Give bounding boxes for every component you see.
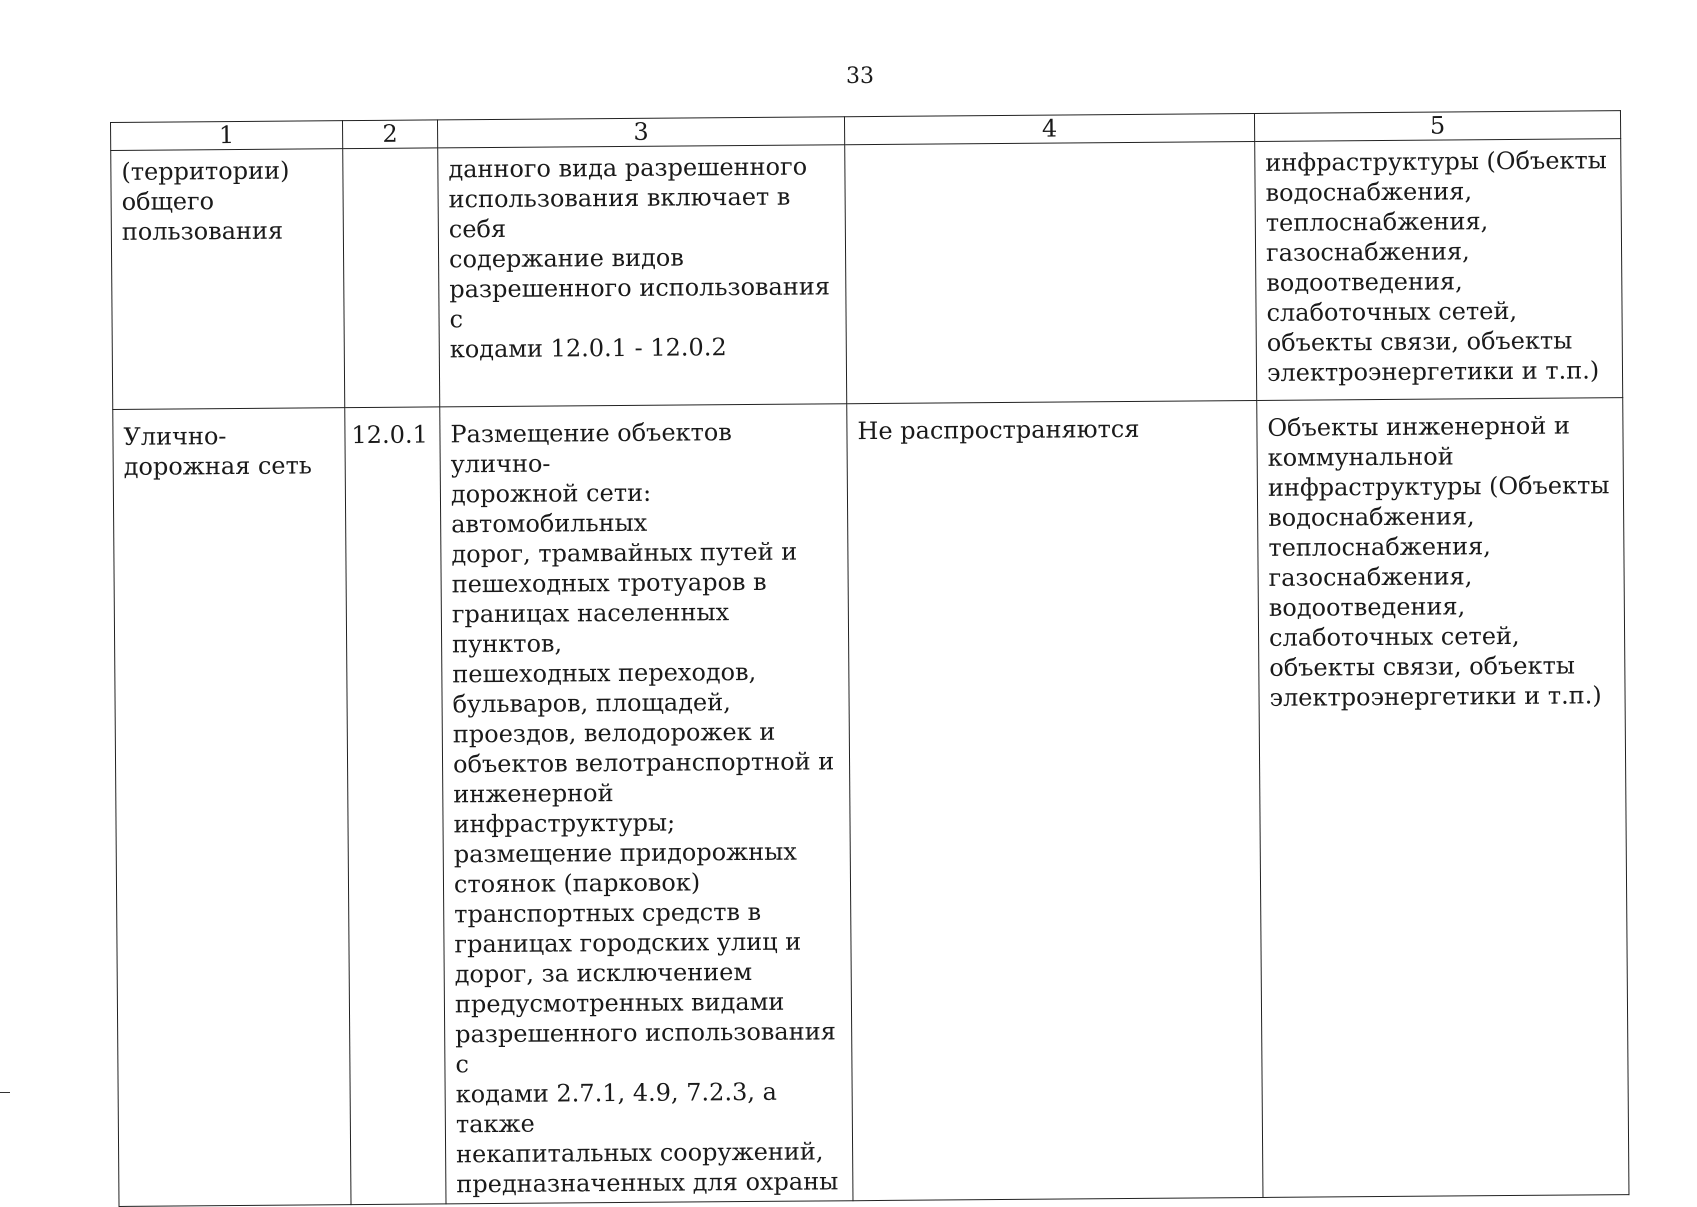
use-name-cell: Улично- дорожная сеть — [113, 408, 351, 1207]
table-row — [111, 139, 1623, 410]
auxiliary-objects-cell: инфраструктуры (Объекты водоснабжения, теплоснабжения, газоснабжения, водоотведения, слаботочных сетей, объекты связи, объекты электроэнергетики и т.п.) — [1255, 139, 1623, 401]
scan-edge-mark — [0, 1092, 10, 1093]
page-number: 33 — [846, 64, 874, 89]
restrictions-cell: Не распространяются — [847, 401, 1263, 1201]
restrictions-cell — [845, 142, 1257, 404]
column-header-4: 4 — [844, 114, 1254, 145]
use-code-cell — [343, 148, 440, 408]
use-code-cell: 12.0.1 — [345, 407, 446, 1205]
column-header-1: 1 — [111, 121, 343, 151]
column-header-2: 2 — [342, 120, 437, 149]
land-use-table — [110, 110, 1629, 1207]
use-description-cell: данного вида разрешенного использования включает в себя содержание видов разрешенного использования с кодами 12.0.1 - 12.0.2 — [438, 145, 847, 407]
use-name-cell: (территории) общего пользования — [111, 149, 345, 410]
auxiliary-objects-cell: Объекты инженерной и коммунальной инфраструктуры (Объекты водоснабжения, теплоснабжения, газоснабжения, водоотведения, слаботочных сетей, объекты связи, объекты электроэнергетики и т.п.) — [1257, 398, 1629, 1198]
use-description-cell: Размещение объектов улично- дорожной сети: автомобильных дорог, трамвайных путей и пешеходных тротуаров в границах населенных пунктов, пешеходных переходов, бульваров, площадей, проездов, велодорожек и объектов велотранспортной и инженерной инфраструктуры; размещение придорожных стоянок (парковок) транспортных средств в границах городских улиц и дорог, за исключением предусмотренных видами разрешенного использования с кодами 2.7.1, 4.9, 7.2.3, а также некапитальных сооружений, предназначенных для охраны — [440, 404, 853, 1204]
column-header-5: 5 — [1254, 111, 1620, 142]
table-row — [113, 398, 1629, 1207]
column-header-3: 3 — [437, 117, 844, 148]
